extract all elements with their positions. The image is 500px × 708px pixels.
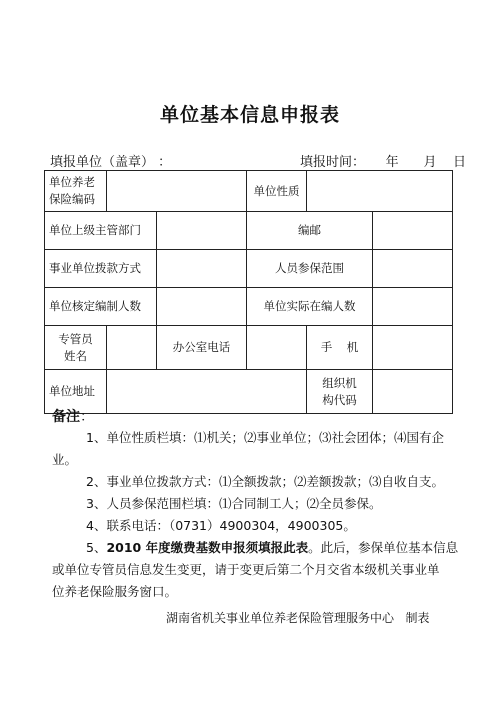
note-4: 4、联系电话：（0731）4900304，4900305。 xyxy=(86,518,356,533)
org-code-label: 组织机 构代码 xyxy=(307,370,373,414)
table-row xyxy=(45,370,453,414)
table-row xyxy=(45,250,453,288)
notes-heading: 备注： xyxy=(52,409,94,425)
table-row xyxy=(45,171,453,212)
pension-code-label: 单位养老 保险编码 xyxy=(45,171,107,212)
address-label: 单位地址 xyxy=(45,370,107,414)
note-3: 3、人员参保范围栏填：⑴合同制工人；⑵全员参保。 xyxy=(86,496,382,511)
note-5-line-2: 或单位专管员信息发生变更，请于变更后第二个月交省本级机关事业单 xyxy=(52,562,440,577)
reporting-unit-label: 填报单位（盖章） ： xyxy=(50,155,172,170)
contact-name-label: 专管员 姓名 xyxy=(45,326,107,370)
form-title: 单位基本信息申报表 xyxy=(159,104,340,126)
superior-dept-label: 单位上级主管部门 xyxy=(45,212,157,250)
table-row xyxy=(45,288,453,326)
actual-staff-label: 单位实际在编人数 xyxy=(247,288,373,326)
office-phone-label: 办公室电话 xyxy=(157,326,247,370)
funding-method-label: 事业单位拨款方式 xyxy=(45,250,157,288)
unit-nature-field[interactable] xyxy=(307,171,453,212)
approved-staff-field[interactable] xyxy=(157,288,247,326)
mobile-label: 手 机 xyxy=(307,326,373,370)
table-row xyxy=(45,326,453,370)
superior-dept-field[interactable] xyxy=(157,212,247,250)
office-phone-field[interactable] xyxy=(247,326,307,370)
note-1-line-1: 1、单位性质栏填：⑴机关；⑵事业单位；⑶社会团体；⑷国有企 xyxy=(86,430,444,445)
issuer-footer: 湖南省机关事业单位养老保险管理服务中心 制表 xyxy=(166,611,430,625)
insured-scope-field[interactable] xyxy=(373,250,453,288)
funding-method-field[interactable] xyxy=(157,250,247,288)
actual-staff-field[interactable] xyxy=(373,288,453,326)
postcode-field[interactable] xyxy=(373,212,453,250)
contact-name-field[interactable] xyxy=(107,326,157,370)
postcode-label: 编邮 xyxy=(247,212,373,250)
org-code-field[interactable] xyxy=(373,370,453,414)
note-1-line-2: 业。 xyxy=(52,452,78,467)
unit-nature-label: 单位性质 xyxy=(247,171,307,212)
table-row xyxy=(45,212,453,250)
mobile-field[interactable] xyxy=(373,326,453,370)
insured-scope-label: 人员参保范围 xyxy=(247,250,373,288)
approved-staff-label: 单位核定编制人数 xyxy=(45,288,157,326)
address-field[interactable] xyxy=(107,370,307,414)
note-5-line-3: 位养老保险服务窗口。 xyxy=(52,584,178,599)
pension-code-field[interactable] xyxy=(107,171,247,212)
note-2: 2、事业单位拨款方式：⑴全额拨款；⑵差额拨款；⑶自收自支。 xyxy=(86,474,444,489)
note-5-line-1: 5、2010 年度缴费基数申报须填报此表。此后，参保单位基本信息 xyxy=(86,540,459,555)
unit-info-table xyxy=(44,170,453,414)
reporting-time-label: 填报时间： 年 月 日 xyxy=(300,155,466,170)
